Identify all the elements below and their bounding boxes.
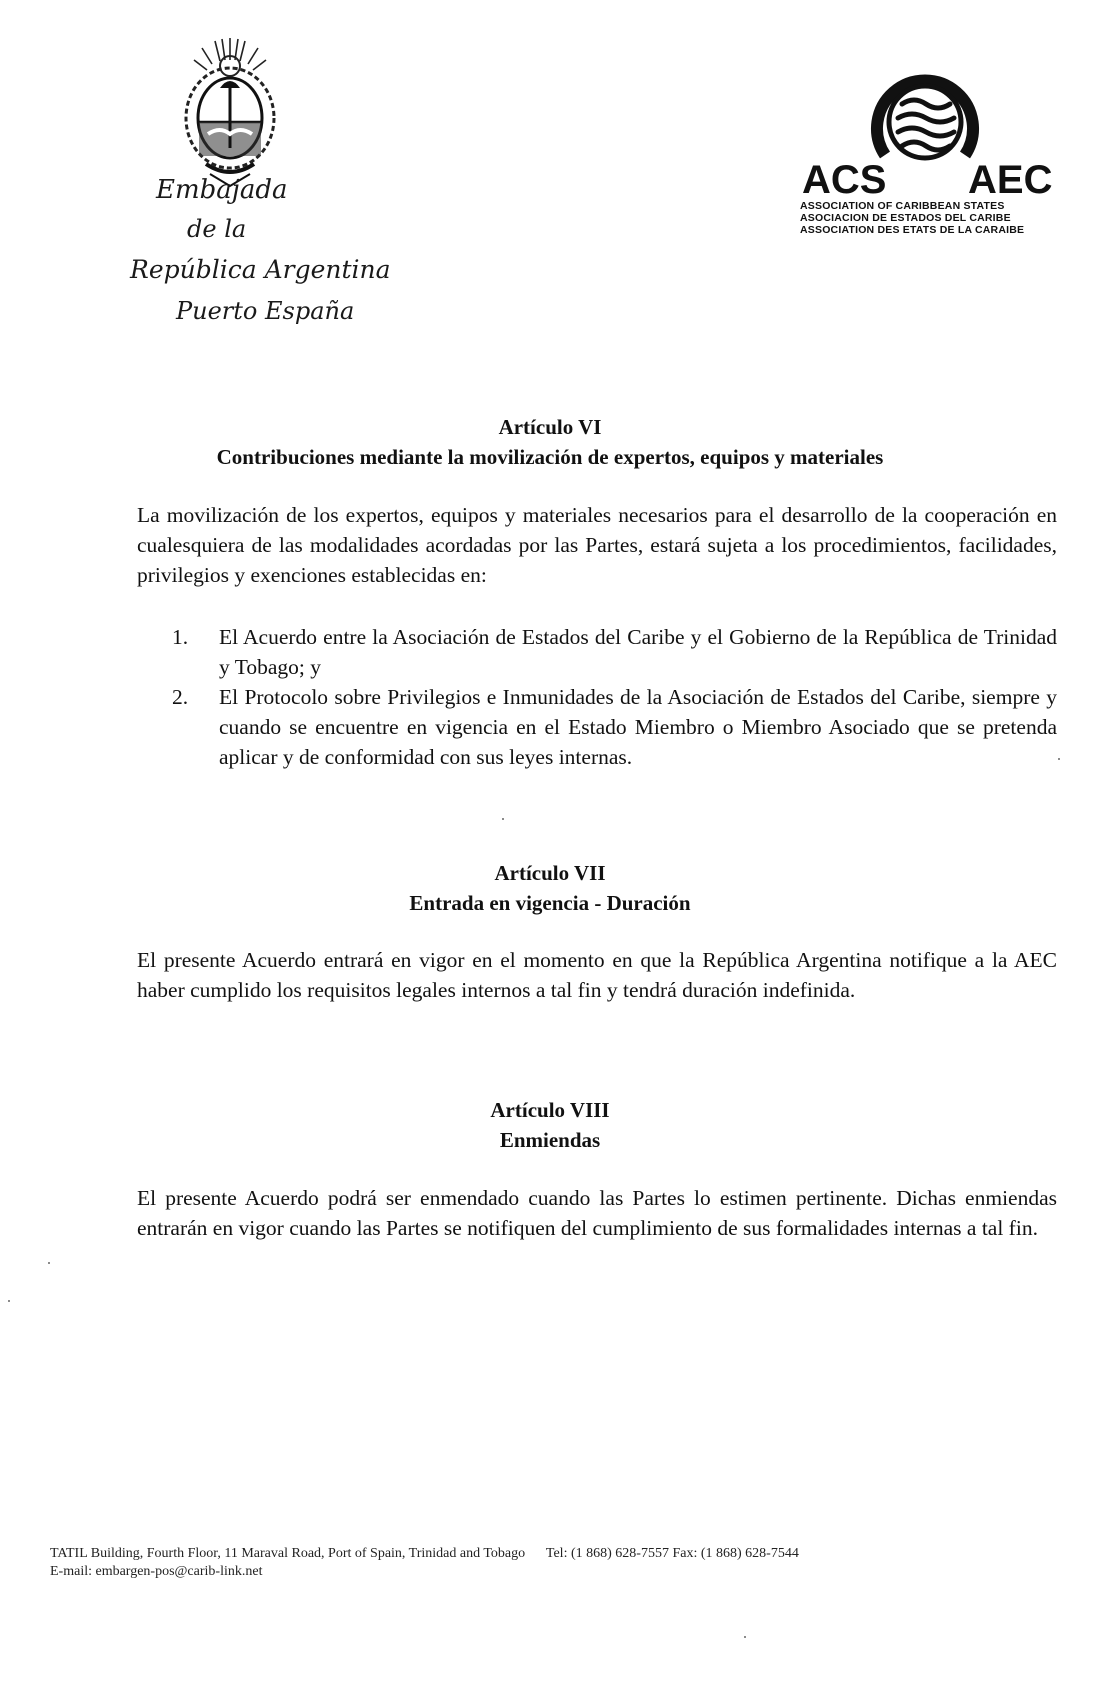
embassy-line-2: de la [187, 215, 247, 243]
scan-speck [502, 818, 504, 820]
acs-acronym: ACS [802, 158, 887, 202]
list-item-text: El Acuerdo entre la Asociación de Estados del Caribe y el Gobierno de la República de Trinidad y Tobago; y [219, 625, 1057, 679]
scan-speck [744, 1636, 746, 1638]
scan-speck [8, 1300, 10, 1302]
article-7-title: Entrada en vigencia - Duración [409, 891, 691, 915]
acs-name-en: ASSOCIATION OF CARIBBEAN STATES [800, 200, 1005, 212]
list-item [172, 682, 1057, 772]
footer-contact-row [50, 1545, 1070, 1563]
article-8-heading [100, 1095, 1000, 1155]
article-6-list [172, 622, 1057, 772]
scan-speck [1058, 758, 1060, 760]
aec-acronym: AEC [968, 158, 1053, 202]
article-6-paragraph: La movilización de los expertos, equipos y materiales necesarios para el desarrollo de la cooperación en cualesquiera de las modalidades acordadas por las Partes, estará sujeta a los procedimientos, facilidades, privilegios y exenciones establecidas en: [137, 503, 1057, 587]
acs-name-fr: ASSOCIATION DES ETATS DE LA CARAIBE [800, 224, 1025, 236]
embassy-line-1: Embajada [156, 175, 288, 205]
article-6-number: Artículo VI [498, 415, 602, 439]
scan-speck [48, 1262, 50, 1264]
list-item-number: 1. [172, 625, 189, 649]
embassy-letterhead [130, 175, 390, 335]
embassy-line-3: República Argentina [130, 255, 391, 284]
footer-address: TATIL Building, Fourth Floor, 11 Maraval Road, Port of Spain, Trinidad and Tobago [50, 1546, 526, 1561]
article-6-heading [100, 412, 1000, 472]
list-item-number: 2. [172, 685, 189, 709]
list-item-text: El Protocolo sobre Privilegios e Inmunidades de la Asociación de Estados del Caribe, siempre y cuando se encuentre en vigencia en el Estado Miembro o Miembro Asociado que se pretenda aplicar y de conformidad con sus leyes internas. [219, 685, 1057, 769]
list-item [172, 622, 1057, 682]
article-8-title: Enmiendas [499, 1128, 601, 1152]
footer-phone-fax: Tel: (1 868) 628-7557 Fax: (1 868) 628-7544 [545, 1546, 799, 1561]
article-6-title: Contribuciones mediante la movilización de expertos, equipos y materiales [216, 445, 884, 469]
embassy-line-4: Puerto España [176, 297, 355, 325]
article-7-paragraph: El presente Acuerdo entrará en vigor en el momento en que la República Argentina notifique a la AEC haber cumplido los requisitos legales internos a tal fin y tendrá duración indefinida. [137, 948, 1057, 1002]
argentine-coat-of-arms-icon [170, 30, 290, 190]
acs-name-es: ASOCIACION DE ESTADOS DEL CARIBE [800, 212, 1011, 224]
acs-association-names [800, 200, 1070, 236]
article-8-paragraph: El presente Acuerdo podrá ser enmendado cuando las Partes lo estimen pertinente. Dichas enmiendas entrarán en vigor cuando las Partes se notifiquen del cumplimiento de sus formalidades internas a tal fin. [137, 1186, 1057, 1240]
page-footer [50, 1545, 1070, 1581]
article-7-number: Artículo VII [494, 861, 606, 885]
article-8-number: Artículo VIII [490, 1098, 610, 1122]
footer-email: E-mail: embargen-pos@carib-link.net [50, 1564, 263, 1579]
article-7-heading [100, 858, 1000, 918]
